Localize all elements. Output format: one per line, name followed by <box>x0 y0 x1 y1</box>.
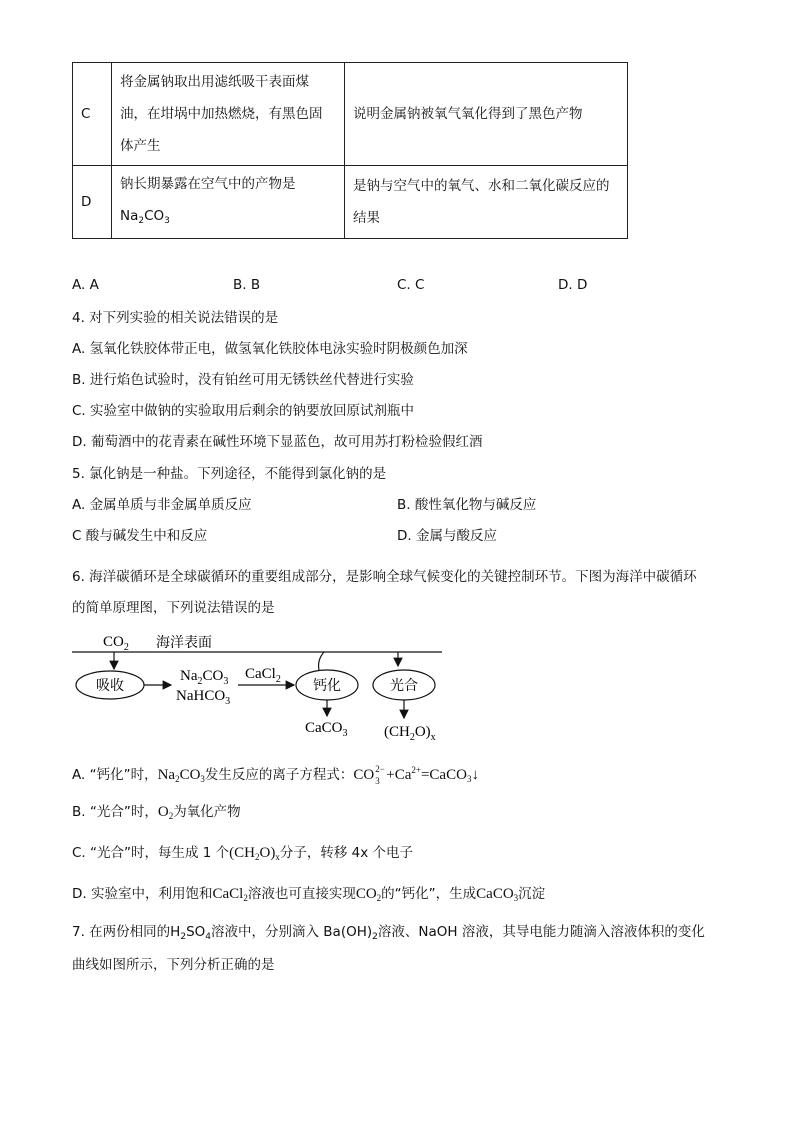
table-row-d <box>73 166 628 239</box>
photosynthesis-label: 光合 <box>390 678 418 694</box>
row-c-label: C <box>73 63 112 166</box>
q5-option-a: A. 金属单质与非金属单质反应 <box>72 497 252 513</box>
nahco3-label: NaHCO$_3$ <box>176 688 231 707</box>
q7-stem-line1: 7. 在两份相同的$H_2SO_4$溶液中，分别滴入 $Ba(OH)_2$溶液、NaOH 溶液，其导电能力随滴入溶液体积的变化 <box>72 924 705 942</box>
calcify-label: 钙化 <box>313 678 341 694</box>
q4-option-d: D. 葡萄酒中的花青素在碱性环境下显蓝色，故可用苏打粉检验假红酒 <box>72 434 483 450</box>
q6-option-a: A. “钙化”时，$Na_2CO_3$发生反应的离子方程式：CO 2− 3 $+Ca^{2+}=CaCO_3↓$ <box>72 764 479 786</box>
row-c-description: 将金属钠取出用滤纸吸干表面煤 油，在坩埚中加热燃烧，有黑色固 体产生 <box>112 63 345 166</box>
absorb-label: 吸收 <box>96 678 124 694</box>
calcify-curve <box>319 652 324 670</box>
row-d-result: 是钠与空气中的氧气、水和二氧化碳反应的 结果 <box>345 166 628 239</box>
ocean-carbon-cycle-diagram <box>70 628 450 748</box>
q4-stem: 4. 对下列实验的相关说法错误的是 <box>72 310 279 326</box>
q4-option-c: C. 实验室中做钠的实验取用后剩余的钠要放回原试剂瓶中 <box>72 403 415 419</box>
row-c-result: 说明金属钠被氧气氧化得到了黑色产物 <box>345 63 628 166</box>
q6-stem-line2: 的简单原理图，下列说法错误的是 <box>72 600 275 616</box>
q3-choice-a: A. A <box>72 277 99 293</box>
q4-option-b: B. 进行焰色试验时，没有铂丝可用无锈铁丝代替进行实验 <box>72 372 414 388</box>
cacl2-label: CaCl$_2$ <box>245 666 281 685</box>
q5-option-b: B. 酸性氧化物与碱反应 <box>397 497 537 513</box>
table-row-c <box>73 63 628 166</box>
q6-option-b: B. “光合”时，$O_2$为氧化产物 <box>72 804 241 821</box>
row-d-description: 钠长期暴露在空气中的产物是 $Na_2CO_3$ <box>112 166 345 239</box>
q6-option-c: C. “光合”时，每生成 1 个$(CH_2O)_x$分子，转移 4x 个电子 <box>72 845 414 862</box>
q3-choice-d: D. D <box>558 277 588 293</box>
row-d-label: D <box>73 166 112 239</box>
q5-option-d: D. 金属与酸反应 <box>397 528 497 544</box>
ch2o-label: $(CH_2O)_x$ <box>384 724 436 743</box>
answer-option-table <box>72 62 628 239</box>
na2co3-label: $Na_2CO_3$ <box>180 668 229 687</box>
q3-choice-b: B. B <box>233 277 261 293</box>
q3-choice-c: C. C <box>397 277 425 293</box>
q6-option-d: D. 实验室中，利用饱和CaCl$_2$溶液也可直接实现$CO_2$的“钙化”，生成CaCO$_3$沉淀 <box>72 886 546 903</box>
q5-stem: 5. 氯化钠是一种盐。下列途径，不能得到氯化钠的是 <box>72 466 387 482</box>
caco3-label: CaCO$_3$ <box>305 720 348 739</box>
q4-option-a: A. 氢氧化铁胶体带正电，做氢氧化铁胶体电泳实验时阴极颜色加深 <box>72 341 468 357</box>
ocean-surface-label: 海洋表面 <box>156 635 212 651</box>
q7-stem-line2: 曲线如图所示，下列分析正确的是 <box>72 957 275 973</box>
co2-label: $CO_2$ <box>103 634 129 653</box>
q6-stem-line1: 6. 海洋碳循环是全球碳循环的重要组成部分，是影响全球气候变化的关键控制环节。下图为海洋中碳循环 <box>72 569 697 585</box>
q5-option-c: C 酸与碱发生中和反应 <box>72 528 208 544</box>
